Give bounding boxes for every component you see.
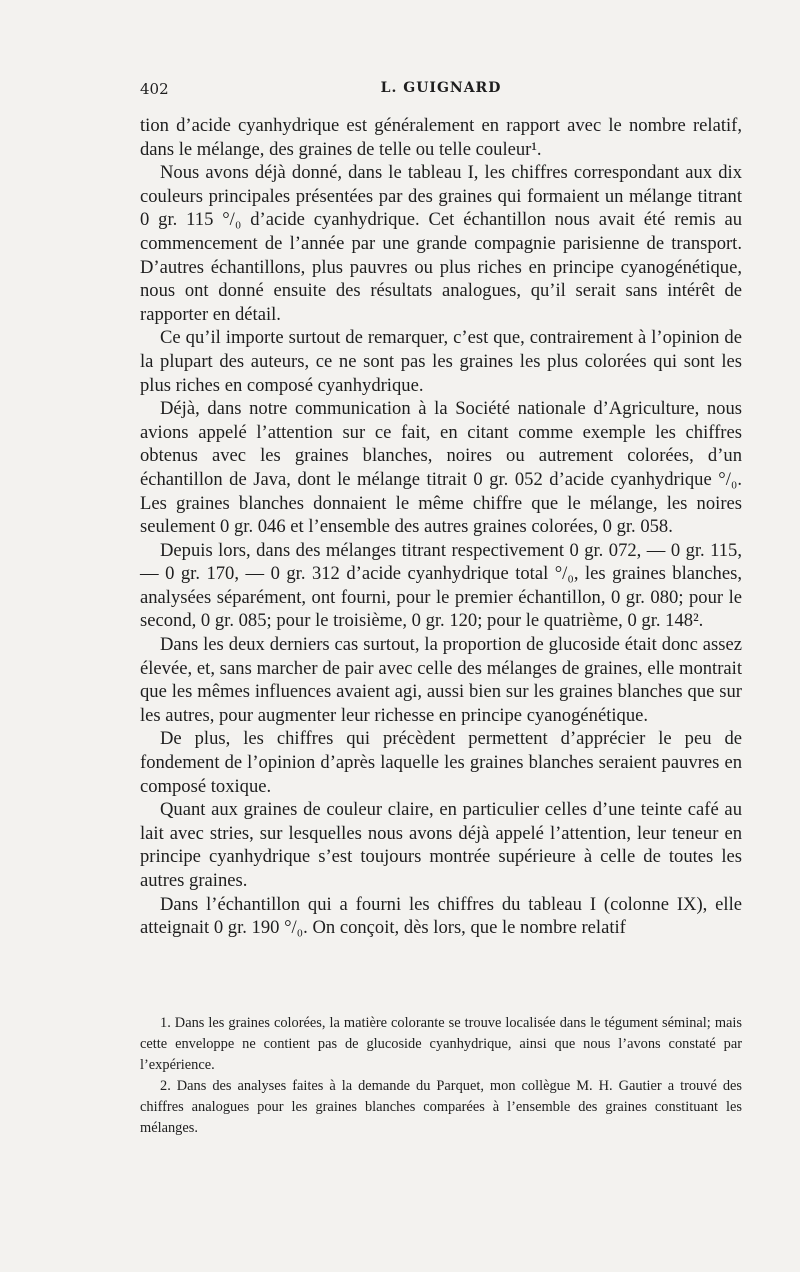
footnote: 2. Dans des analyses faites à la demande du Parquet, mon collègue M. H. Gautier a trouvé des chiffres analogues pour les graines blanches comparées à l’ensemble des graines constituant les mélanges.: [140, 1078, 742, 1136]
paragraph: Dans l’échantillon qui a fourni les chiffres du tableau I (colonne IX), elle atteignait 0 gr. 190 °/₀. On conçoit, dès lors, que le nombre relatif: [140, 893, 742, 939]
paragraph: tion d’acide cyanhydrique est généralement en rapport avec le nombre relatif, dans le mélange, des graines de telle ou telle couleur¹.: [140, 115, 742, 160]
running-title: L. GUIGNARD: [380, 80, 502, 96]
body-text: [140, 114, 742, 940]
paragraph: Depuis lors, dans des mélanges titrant respectivement 0 gr. 072, — 0 gr. 115, — 0 gr. 170, — 0 gr. 312 d’acide cyanhydrique total °/₀, les graines blanches, analysées séparément, ont fourni, pour le premier échantillon, 0 gr. 080; pour le second, 0 gr. 085; pour le troisième, 0 gr. 120; pour le quatrième, 0 gr. 148².: [140, 539, 742, 632]
footnote: 1. Dans les graines colorées, la matière colorante se trouve localisée dans le tégument séminal; mais cette enveloppe ne contient pas de glucoside cyanhydrique, ainsi que nous l’avons constaté par l’expérience.: [140, 1015, 742, 1073]
paragraph: Ce qu’il importe surtout de remarquer, c’est que, contrairement à l’opinion de la plupart des auteurs, ce ne sont pas les graines les plus colorées qui sont les plus riches en composé cyanhydrique.: [140, 327, 742, 396]
paragraph: Déjà, dans notre communication à la Société nationale d’Agriculture, nous avions appelé l’attention sur ce fait, en citant comme exemple les chiffres obtenus avec les graines blanches, noires ou autrement colorées, d’un échantillon de Java, dont le mélange titrait 0 gr. 052 d’acide cyanhydrique °/₀. Les graines blanches donnaient le même chiffre que le mélange, les noires seulement 0 gr. 046 et l’ensemble des autres graines colorées, 0 gr. 058.: [140, 398, 742, 538]
page-header: [140, 80, 742, 102]
paragraph: Nous avons déjà donné, dans le tableau I, les chiffres correspondant aux dix couleurs principales présentées par des graines qui formaient un mélange titrant 0 gr. 115 °/₀ d’acide cyanhydrique. Cet échantillon nous avait été remis au commencement de l’année par une grande compagnie parisienne de transport. D’autres échantillons, plus pauvres ou plus riches en principe cyanogénétique, nous ont donné ensuite des résultats analogues, qu’il serait sans intérêt de rapporter en détail.: [140, 162, 742, 325]
paragraph: De plus, les chiffres qui précèdent permettent d’apprécier le peu de fondement de l’opinion d’après laquelle les graines blanches seraient pauvres en composé toxique.: [140, 728, 742, 797]
page-number: 402: [140, 80, 169, 98]
footnotes: [140, 1013, 742, 1139]
paragraph: Dans les deux derniers cas surtout, la proportion de glucoside était donc assez élevée, et, sans marcher de pair avec celle des mélanges de graines, elle montrait que les mêmes influences avaient agi, aussi bien sur les graines blanches que sur les autres, pour augmenter leur richesse en principe cyanogénétique.: [140, 634, 742, 726]
paragraph: Quant aux graines de couleur claire, en particulier celles d’une teinte café au lait avec stries, sur lesquelles nous avons déjà appelé l’attention, leur teneur en principe cyanhydrique s’est toujours montrée supérieure à celle de toutes les autres graines.: [140, 799, 742, 891]
